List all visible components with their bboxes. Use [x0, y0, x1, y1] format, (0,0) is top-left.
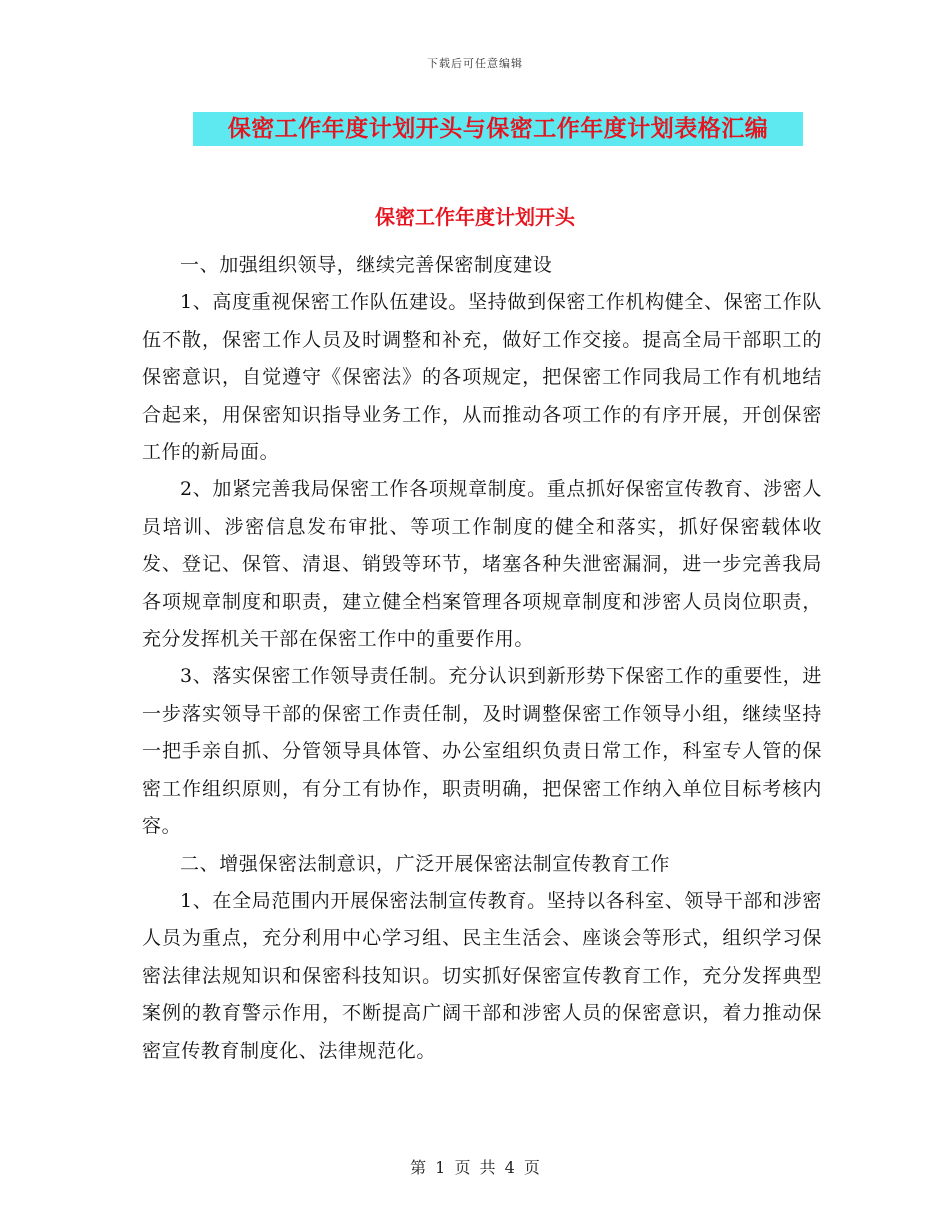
paragraph: 1、高度重视保密工作队伍建设。坚持做到保密工作机构健全、保密工作队伍不散，保密工作人员及时调整和补充，做好工作交接。提高全局干部职工的保密意识，自觉遵守《保密法》的各项规定，把保密工作同我局工作有机地结合起来，用保密知识指导业务工作，从而推动各项工作的有序开展，开创保密工作的新局面。	[142, 291, 822, 464]
paragraph: 3、落实保密工作领导责任制。充分认识到新形势下保密工作的重要性，进一步落实领导干部的保密工作责任制，及时调整保密工作领导小组，继续坚持一把手亲自抓、分管领导具体管、办公室组织负责日常工作，科室专人管的保密工作组织原则，有分工有协作，职责明确，把保密工作纳入单位目标考核内容。	[142, 665, 822, 838]
paragraph-heading-1: 一、加强组织领导，继续完善保密制度建设	[180, 254, 553, 276]
document-title: 保密工作年度计划开头与保密工作年度计划表格汇编	[227, 116, 769, 142]
paragraph: 1、在全局范围内开展保密法制宣传教育。坚持以各科室、领导干部和涉密人员为重点，充分利用中心学习组、民主生活会、座谈会等形式，组织学习保密法律法规知识和保密科技知识。切实抓好保密宣传教育工作，充分发挥典型案例的教育警示作用，不断提高广阔干部和涉密人员的保密意识，着力推动保密宣传教育制度化、法律规范化。	[142, 889, 822, 1062]
section-title: 保密工作年度计划开头	[375, 205, 575, 229]
paragraph-heading-2: 二、增强保密法制意识，广泛开展保密法制宣传教育工作	[180, 852, 671, 875]
page-number: 第 1 页 共 4 页	[410, 1158, 540, 1177]
document-body	[142, 247, 822, 1070]
page-header-note: 下载后可任意编辑	[427, 57, 523, 70]
paragraph: 2、加紧完善我局保密工作各项规章制度。重点抓好保密宣传教育、涉密人员培训、涉密信息发布审批、等项工作制度的健全和落实，抓好保密载体收发、登记、保管、清退、销毁等环节，堵塞各种失泄密漏洞，进一步完善我局各项规章制度和职责，建立健全档案管理各项规章制度和涉密人员岗位职责，充分发挥机关干部在保密工作中的重要作用。	[142, 478, 822, 651]
